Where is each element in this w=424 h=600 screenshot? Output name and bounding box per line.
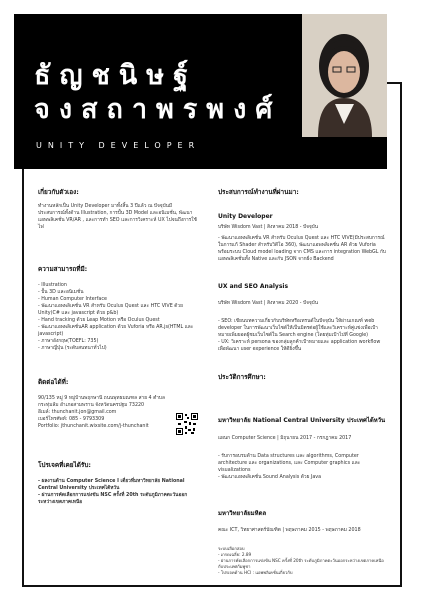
education-heading: ประวัติการศึกษา: [218, 373, 266, 381]
school-name: มหาวิทยาลัย National Central University ประเทศไต้หวัน [218, 417, 386, 425]
job-description: - SEO: เขียนบทความเกี่ยวกับบริษัทหรือเทรนด์ในปัจจุบัน ให้ผ่านเกณฑ์ web developer ในการพัฒนาเว็บไซต์ให้เป็นมิตรต่อผู้ใช้และวิเคราะห์คู่แข่งเพื่อเป้าหมายเพิ่มยอดผู้ชมเว็บไซต์ใน Search engine (โดยทุ่มเป้าไปที่ Google) - UX: วิเคราะห์ persona ของกลุ่มลูกค้าเป้าหมายและ application workflow เพื่อพัฒนา user experience ให้ดียิ่งขึ้น [218, 319, 381, 353]
about-heading: เกี่ยวกับตัวเอง: [38, 188, 79, 196]
job-company: บริษัท Wisdom Vast | สิงหาคม 2020 - ปัจจุบัน [218, 301, 319, 307]
education-section [218, 373, 388, 583]
about-section [38, 188, 198, 232]
contact-phone[interactable]: เบอร์โทรศัพท์: 085 - 9793309 [38, 417, 105, 423]
contact-portfolio[interactable]: Portfolio: jthunchanit.wixsite.com/j-thunchanit [38, 424, 149, 430]
skill-item: - ภาษาอังกฤษ(TOEFL: 735) [38, 338, 99, 344]
name-line-1: ธัญชนิษฐ์ [34, 60, 197, 91]
about-text: ทำงานหลักเป็น Unity Developer มาทั้งสิ้น 3 ปีแล้ว ณ ปัจจุบันมีประสบการณ์ทั้งด้าน Illustration, การปั้น 3D Model และอนิเมชั่น, พัฒนาแอพพลิเคชั่น VR/AR , และการทำ SEO และการวิเคราะห์ UX ไปจนถึงการใช้ไฟ [38, 204, 197, 231]
profile-photo [302, 14, 387, 137]
job-title: UNITY DEVELOPER [36, 141, 201, 150]
skill-item: - ภาษาญี่ปุ่น (ระดับสนทนาทั่วไป) [38, 345, 107, 351]
projects-section [38, 461, 198, 507]
school-detail: แผนก Computer Science | มิถุนายน 2017 - กรกฎาคม 2017 [218, 435, 352, 441]
job-role: Unity Developer [218, 213, 273, 221]
contact-address: 90/135 หมู่ 9 หมู่บ้านพฤกษานี ถนนพุทธมณฑล สาย 4 ตำบล กระทุ่มล้ม อำเภอสามพราน จังหวัดนครปฐม 73220 [38, 396, 165, 409]
projects-heading: โปรเจคที่เคยได้รับ: [38, 461, 91, 469]
skill-item: - ปั้น 3D และอนิเมชั่น [38, 290, 84, 296]
contact-email[interactable]: อีเมล์: thunchanit.jon@gmail.com [38, 410, 117, 416]
school-entry [218, 503, 388, 584]
school-description: - รับการอบรมด้าน Data structures และ algorithms, Computer architecture และ organizations, และ Computer graphics และ visualizations - พัฒนาแอพพลิเคชั่น Sound Analysis ด้วย Java [218, 453, 361, 480]
skill-item: - พัฒนาแอพพลิเคชั่นAR application ด้วย Vuforia หรือ AR.js(HTML และ javascript) [38, 325, 194, 337]
qr-code[interactable] [176, 413, 198, 435]
experience-heading: ประสบการณ์ทำงานที่ผ่านมา: [218, 188, 299, 196]
name-line-2: จงสถาพรพงศ์ [34, 94, 282, 125]
skills-section [38, 265, 198, 353]
experience-section [218, 188, 388, 361]
skill-item: - Hand tracking ด้วย Leap Motion หรือ Oculus Quest [38, 318, 160, 324]
school-entry [218, 410, 388, 488]
job-role: UX and SEO Analysis [218, 282, 289, 290]
contact-heading: ติดต่อได้ที่: [38, 378, 69, 386]
project-item: - ผ่านการคัดเลือกการแข่งขัน NSC ครั้งที่ 20th ระดับภูมิภาคตะวันออกระหว่างเขตภาคเหนือ [38, 493, 188, 506]
skills-heading: ความสามารถที่มี: [38, 265, 88, 273]
school-description: ระบบเลือกสอบ - เกรดเฉลี่ย: 2.89 - ผ่านการคัดเลือกการแข่งขัน NSC ครั้งที่ 20th ระดับภูมิภาคตะวันออกระหว่างเขตภาคเหนือกับประเทศกัมพูชา - โปรเจคด้าน HCI : แอพพลิเคชั่นเกี่ยวกับ [218, 546, 384, 576]
skill-item: - Human Computer Interface [38, 297, 107, 303]
school-name: มหาวิทยาลัยมหิดล [218, 509, 267, 517]
contact-section [38, 378, 198, 431]
job-entry [218, 276, 388, 361]
job-description: - พัฒนาแอพพลิเคชั่น VR สำหรับ Oculus Quest และ HTC VIVE(มีประสบการณ์ในการแก้ Shader สำหรับวิดีโอ 360), พัฒนาแอพพลิเคชั่น AR ด้วย Vuforia พร้อมระบบ Cloud model loading จาก CMS และการ integration WebGL กับแอพพลิเคชั่นทั้ง Native และกับ JSON จากฝั่ง Backend [218, 235, 386, 262]
school-detail: คณะ ICT, วิทยาศาสตร์บัณฑิต | พฤษภาคม 2015 - พฤษภาคม 2018 [218, 528, 361, 534]
skill-item: - พัฒนาแอพพลิเคชั่น VR สำหรับ Oculus Quest และ HTC VIVE ด้วย Unity(C# และ javascript ด้วย p&b) [38, 304, 183, 317]
job-entry [218, 213, 388, 263]
job-company: บริษัท Wisdom Vast | สิงหาคม 2018 - ปัจจุบัน [218, 224, 319, 230]
project-item: - ผลงานด้าน Computer Science I เดี่ยวที่มหาวิทยาลัย National Central University ประเทศไต้หวัน [38, 479, 185, 492]
skill-item: - Illustration [38, 283, 67, 289]
